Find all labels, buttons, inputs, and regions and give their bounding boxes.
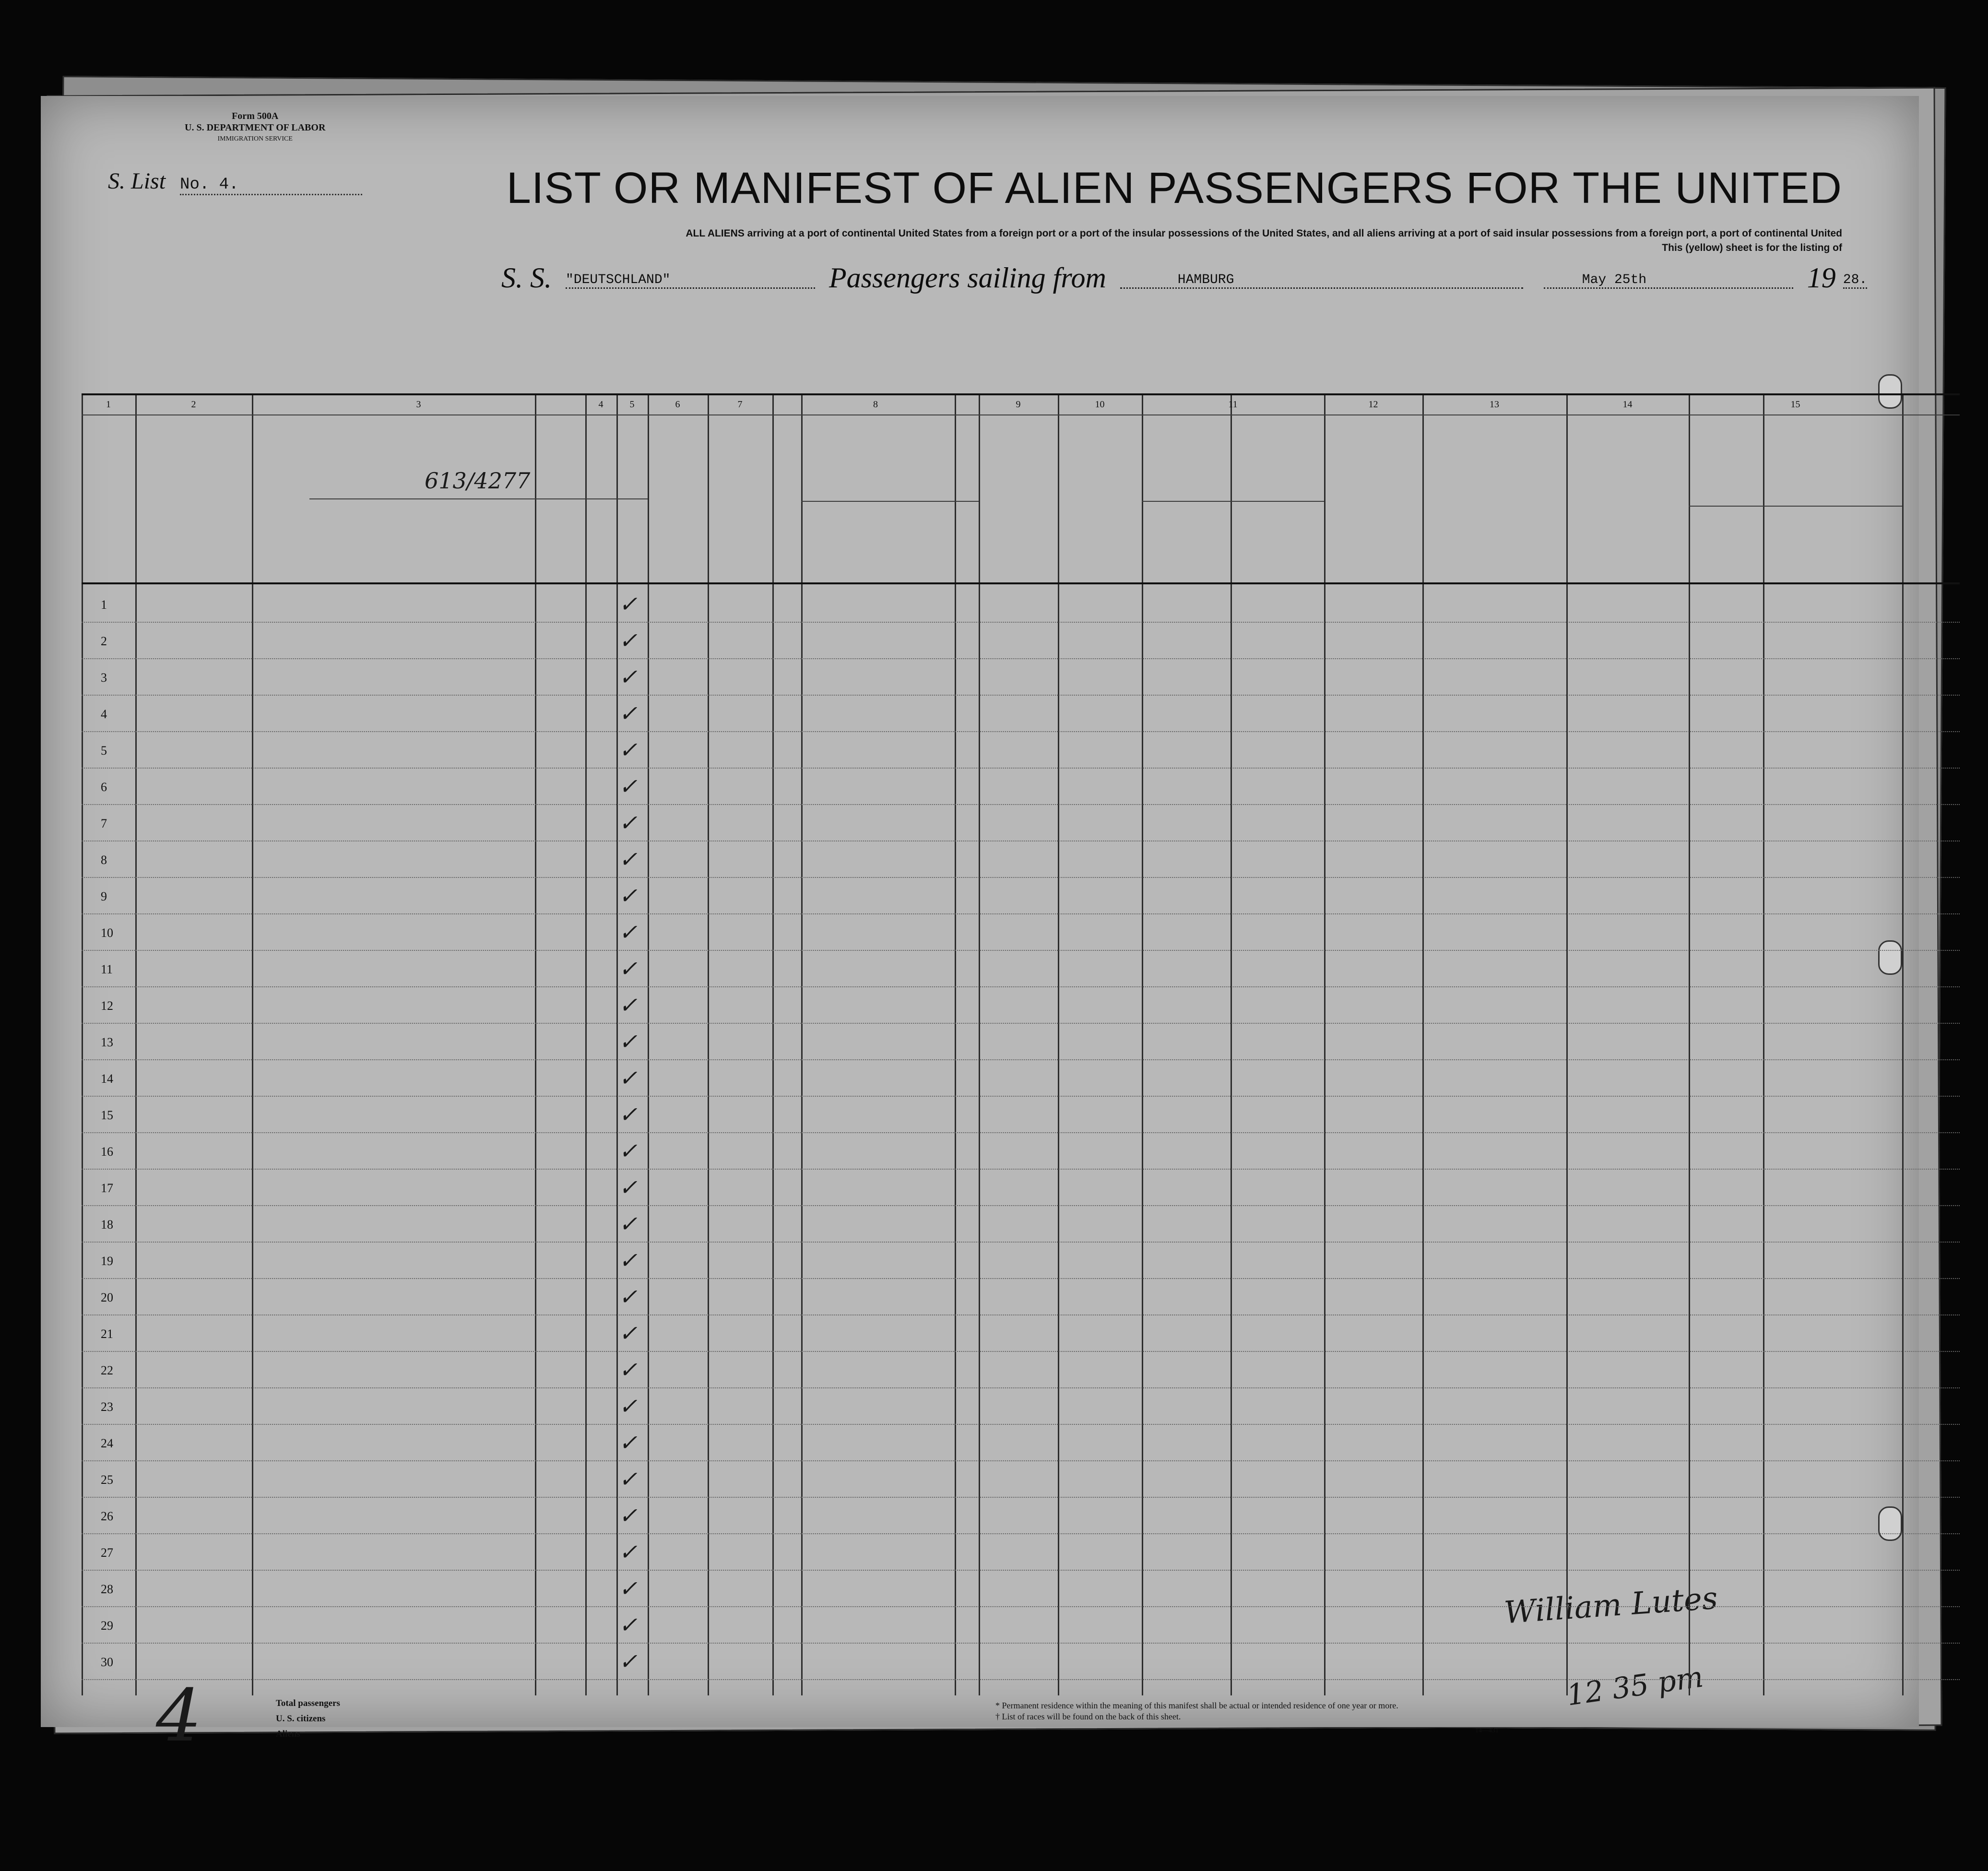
check-mark: ✓: [619, 1138, 638, 1164]
check-mark: ✓: [619, 1247, 638, 1273]
column-divider: [585, 395, 587, 1695]
row-number: 20: [101, 1291, 113, 1304]
footnote-residence: * Permanent residence within the meaning of this manifest shall be actual or intended residence of one year or more.: [995, 1701, 1398, 1710]
row-divider: [82, 950, 1960, 951]
row-divider: [82, 1643, 1960, 1644]
year-prefix: 19: [1807, 262, 1836, 294]
inspector-signature: William Lutes: [1503, 1580, 1719, 1631]
row-divider: [82, 1278, 1960, 1279]
column-number: 2: [191, 399, 196, 410]
list-prefix: S.: [108, 168, 125, 194]
row-divider: [82, 658, 1960, 659]
row-number: 16: [101, 1145, 113, 1159]
check-mark: ✓: [619, 591, 638, 617]
aliens-label: Aliens: [276, 1729, 300, 1739]
form-code: 14—431: [1475, 1727, 1499, 1734]
row-number: 24: [101, 1436, 113, 1450]
column-divider: [1689, 395, 1690, 1695]
row-number: 12: [101, 999, 113, 1013]
row-divider: [82, 1059, 1960, 1060]
total-passengers-label: Total passengers: [276, 1698, 340, 1708]
form-header: [185, 110, 325, 145]
check-mark: ✓: [619, 1211, 638, 1237]
column-divider: [1763, 395, 1764, 1695]
passenger-table: [82, 393, 1960, 1695]
row-divider: [82, 1679, 1960, 1680]
check-mark: ✓: [619, 1466, 638, 1492]
instruction-line-1: ALL ALIENS arriving at a port of continental United States from a foreign port or a port of the insular possessions of the United States, and all aliens arriving at a port of said insular possessions from a foreign port, a port of continental United: [686, 228, 1842, 239]
row-divider: [82, 1424, 1960, 1425]
row-number: 13: [101, 1035, 113, 1049]
column-divider: [1142, 395, 1143, 1695]
instruction-line-2: This (yellow) sheet is for the listing of: [1662, 242, 1842, 253]
check-mark: ✓: [619, 883, 638, 909]
top-handwritten-number: 613/4277: [425, 468, 531, 494]
check-mark: ✓: [619, 810, 638, 836]
column-divider: [616, 395, 618, 1695]
check-mark: ✓: [619, 1612, 638, 1638]
check-mark: ✓: [619, 1174, 638, 1200]
sailing-date: May 25th: [1544, 272, 1793, 289]
column-divider: [772, 395, 774, 1695]
check-mark: ✓: [619, 1575, 638, 1601]
row-divider: [82, 622, 1960, 623]
row-number: 7: [101, 817, 107, 830]
check-mark: ✓: [619, 700, 638, 726]
column-divider: [1231, 395, 1232, 1695]
department: U. S. DEPARTMENT OF LABOR: [185, 122, 326, 133]
column-number: 15: [1790, 399, 1800, 410]
row-number: 5: [101, 744, 107, 758]
page-title: LIST OR MANIFEST OF ALIEN PASSENGERS FOR THE UNITED: [506, 164, 1842, 213]
row-number: 6: [101, 780, 107, 794]
able-subdivider: [801, 501, 979, 502]
row-divider: [82, 695, 1960, 696]
row-divider: [82, 1132, 1960, 1133]
row-number: 17: [101, 1181, 113, 1195]
row-divider: [82, 731, 1960, 732]
column-divider: [1902, 395, 1904, 1695]
row-number: 27: [101, 1546, 113, 1560]
check-mark: ✓: [619, 1430, 638, 1456]
row-number: 3: [101, 671, 107, 685]
row-divider: [82, 804, 1960, 805]
row-number: 11: [101, 962, 113, 976]
column-divider: [1566, 395, 1568, 1695]
row-divider: [82, 1023, 1960, 1024]
row-number: 1: [101, 598, 107, 612]
row-number: 4: [101, 707, 107, 721]
column-number: 11: [1228, 399, 1238, 410]
column-number: 7: [737, 399, 743, 410]
row-divider: [82, 1387, 1960, 1388]
row-divider: [82, 1205, 1960, 1206]
check-mark: ✓: [619, 1029, 638, 1054]
column-divider: [535, 395, 536, 1695]
check-mark: ✓: [619, 628, 638, 653]
row-number: 15: [101, 1108, 113, 1122]
check-mark: ✓: [619, 1101, 638, 1127]
column-divider: [1058, 395, 1059, 1695]
row-number: 10: [101, 926, 113, 940]
name-subdivider: [309, 498, 585, 499]
row-number: 18: [101, 1218, 113, 1232]
column-divider: [955, 395, 956, 1695]
row-number: 21: [101, 1327, 113, 1341]
check-mark: ✓: [619, 1357, 638, 1383]
list-number: No. 4.: [180, 176, 362, 195]
row-number: 8: [101, 853, 107, 867]
row-number: 26: [101, 1509, 113, 1523]
row-divider: [82, 1351, 1960, 1352]
year: 28.: [1843, 272, 1867, 289]
check-mark: ✓: [619, 737, 638, 763]
header-num-divider: [82, 414, 1960, 415]
column-number: 3: [416, 399, 421, 410]
column-divider: [708, 395, 709, 1695]
header-married: [684, 453, 703, 563]
res-subdivider: [1689, 506, 1902, 507]
row-divider: [82, 768, 1960, 769]
column-number: 12: [1368, 399, 1378, 410]
row-divider: [82, 1570, 1960, 1571]
check-mark: ✓: [619, 1393, 638, 1419]
row-divider: [82, 986, 1960, 987]
header-divider: [82, 582, 1960, 584]
port-name: HAMBURG: [1120, 272, 1523, 289]
column-number: 5: [629, 399, 635, 410]
time-stamp-handwritten: 12 35 pm: [1564, 1660, 1705, 1713]
ss-label: S. S.: [501, 262, 552, 294]
column-divider: [801, 395, 803, 1695]
sailing-label: Passengers sailing from: [829, 262, 1106, 294]
column-divider: [135, 395, 137, 1695]
column-number: 4: [598, 399, 604, 410]
row-divider: [82, 1460, 1960, 1461]
column-divider: [1422, 395, 1424, 1695]
row-divider: [82, 913, 1960, 914]
row-divider: [82, 1533, 1960, 1534]
check-mark: ✓: [619, 1065, 638, 1091]
us-citizens-label: U. S. citizens: [276, 1714, 326, 1724]
row-number: 2: [101, 634, 107, 648]
column-divider: [82, 395, 83, 1695]
column-divider: [1324, 395, 1325, 1695]
row-divider: [82, 1096, 1960, 1097]
column-number: 9: [1016, 399, 1021, 410]
row-number: 19: [101, 1254, 113, 1268]
ship-name: "DEUTSCHLAND": [566, 272, 815, 289]
manifest-sheet: [41, 96, 1919, 1758]
check-mark: ✓: [619, 1503, 638, 1528]
form-number: Form 500A: [232, 111, 279, 121]
check-mark: ✓: [619, 1539, 638, 1565]
row-number: 23: [101, 1400, 113, 1414]
row-divider: [82, 1242, 1960, 1243]
check-mark: ✓: [619, 1284, 638, 1310]
column-divider: [648, 395, 649, 1695]
column-number: 10: [1095, 399, 1105, 410]
check-mark: ✓: [619, 1648, 638, 1674]
age-subdivider: [585, 498, 648, 499]
sheet-number-handwritten: 4: [156, 1674, 202, 1758]
check-mark: ✓: [619, 956, 638, 982]
list-label: List: [131, 168, 166, 194]
ship-line: [501, 261, 1867, 295]
row-divider: [82, 1169, 1960, 1170]
row-divider: [82, 1606, 1960, 1607]
row-divider: [82, 877, 1960, 878]
column-number: 1: [106, 399, 111, 410]
row-number: 9: [101, 889, 107, 903]
row-number: 28: [101, 1582, 113, 1596]
birth-subdivider: [1142, 501, 1324, 502]
row-number: 22: [101, 1363, 113, 1377]
row-number: 29: [101, 1619, 113, 1633]
check-mark: ✓: [619, 1320, 638, 1346]
row-divider: [82, 1497, 1960, 1498]
column-divider: [979, 395, 980, 1695]
check-mark: ✓: [619, 919, 638, 945]
row-number: 14: [101, 1072, 113, 1086]
row-divider: [82, 1314, 1960, 1315]
column-number: 14: [1622, 399, 1633, 410]
column-divider: [252, 395, 253, 1695]
check-mark: ✓: [619, 992, 638, 1018]
footnote-races: † List of races will be found on the back of this sheet.: [995, 1712, 1181, 1721]
list-number-line: [108, 168, 362, 195]
service: IMMIGRATION SERVICE: [217, 135, 293, 142]
column-number: 8: [873, 399, 878, 410]
check-mark: ✓: [619, 773, 638, 799]
row-number: 25: [101, 1473, 113, 1487]
check-mark: ✓: [619, 664, 638, 690]
column-number: 6: [675, 399, 680, 410]
column-number: 13: [1490, 399, 1499, 410]
check-mark: ✓: [619, 846, 638, 872]
row-number: 30: [101, 1655, 113, 1669]
